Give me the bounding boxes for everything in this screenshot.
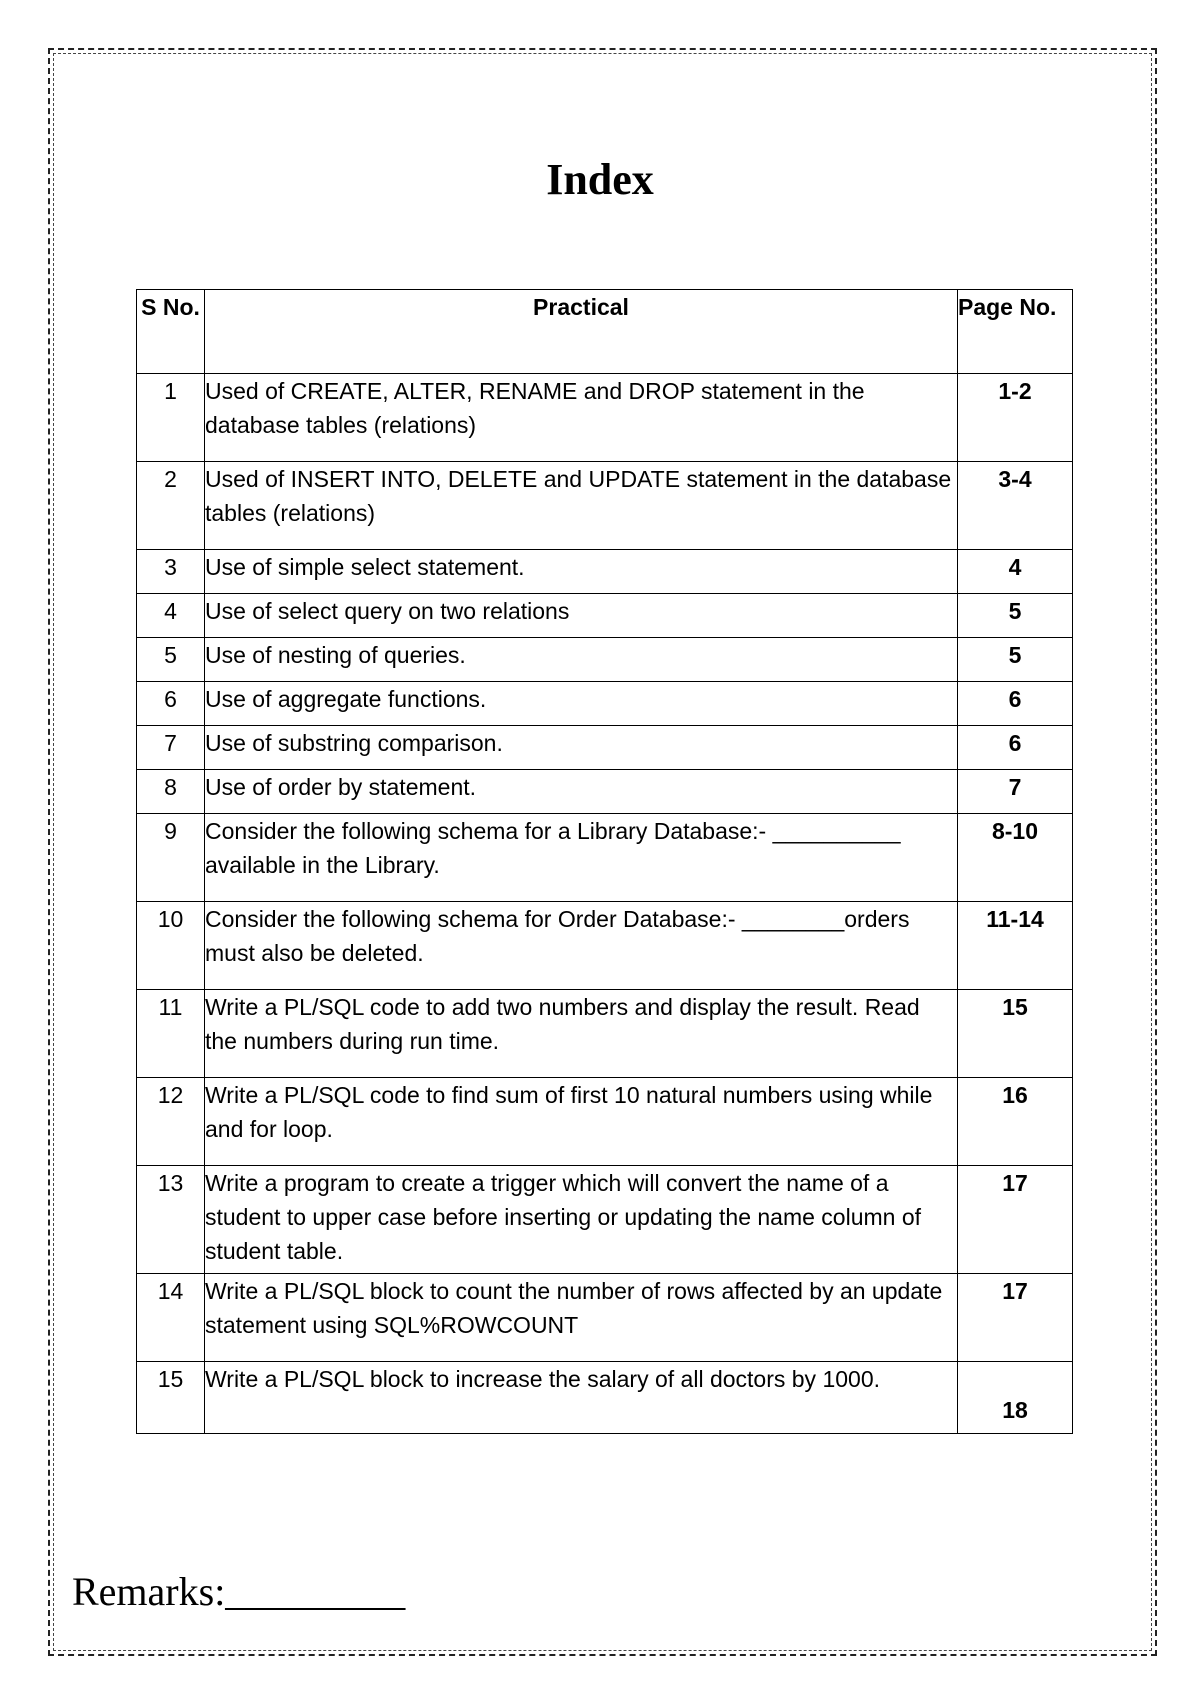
table-row [137, 814, 1073, 902]
row-practical: Use of simple select statement. [205, 550, 958, 594]
table-row [137, 638, 1073, 682]
row-practical: Use of substring comparison. [205, 726, 958, 770]
row-number: 1 [137, 374, 205, 462]
row-number: 4 [137, 594, 205, 638]
table-row [137, 682, 1073, 726]
row-practical: Consider the following schema for a Library Database:- __________ available in the Library. [205, 814, 958, 902]
table-row [137, 990, 1073, 1078]
row-page: 4 [958, 550, 1073, 594]
table-row [137, 902, 1073, 990]
row-page: 17 [958, 1274, 1073, 1362]
header-page: Page No. [958, 290, 1073, 374]
row-number: 11 [137, 990, 205, 1078]
row-number: 12 [137, 1078, 205, 1166]
row-number: 6 [137, 682, 205, 726]
row-number: 7 [137, 726, 205, 770]
row-practical: Write a PL/SQL code to find sum of first 10 natural numbers using while and for loop. [205, 1078, 958, 1166]
row-practical: Used of INSERT INTO, DELETE and UPDATE statement in the database tables (relations) [205, 462, 958, 550]
table-row [137, 1078, 1073, 1166]
table-row [137, 550, 1073, 594]
header-sno: S No. [137, 290, 205, 374]
table-row [137, 1362, 1073, 1434]
header-practical: Practical [205, 290, 958, 374]
row-number: 3 [137, 550, 205, 594]
row-practical: Write a PL/SQL code to add two numbers and display the result. Read the numbers during run time. [205, 990, 958, 1078]
row-page: 8-10 [958, 814, 1073, 902]
index-table [136, 289, 1073, 1434]
row-page: 18 [958, 1362, 1073, 1434]
row-number: 5 [137, 638, 205, 682]
row-practical: Used of CREATE, ALTER, RENAME and DROP statement in the database tables (relations) [205, 374, 958, 462]
row-practical: Write a PL/SQL block to increase the salary of all doctors by 1000. [205, 1362, 958, 1434]
header-row [137, 290, 1073, 374]
row-page: 3-4 [958, 462, 1073, 550]
table-row [137, 1274, 1073, 1362]
row-number: 9 [137, 814, 205, 902]
remarks-field: Remarks:_________ [72, 1569, 406, 1614]
row-practical: Consider the following schema for Order Database:- ________orders must also be deleted. [205, 902, 958, 990]
row-page: 6 [958, 682, 1073, 726]
row-practical: Use of select query on two relations [205, 594, 958, 638]
row-page: 5 [958, 594, 1073, 638]
table-row [137, 462, 1073, 550]
row-number: 14 [137, 1274, 205, 1362]
page-title: Index [546, 155, 654, 204]
row-page: 6 [958, 726, 1073, 770]
row-practical: Use of aggregate functions. [205, 682, 958, 726]
row-number: 8 [137, 770, 205, 814]
row-practical: Write a PL/SQL block to count the number of rows affected by an update statement using SQL%ROWCOUNT [205, 1274, 958, 1362]
row-number: 13 [137, 1166, 205, 1274]
row-number: 10 [137, 902, 205, 990]
row-number: 2 [137, 462, 205, 550]
table-row [137, 726, 1073, 770]
row-page: 15 [958, 990, 1073, 1078]
table-row [137, 1166, 1073, 1274]
table-row [137, 594, 1073, 638]
row-page: 5 [958, 638, 1073, 682]
row-number: 15 [137, 1362, 205, 1434]
row-practical: Use of nesting of queries. [205, 638, 958, 682]
row-page: 11-14 [958, 902, 1073, 990]
row-page: 1-2 [958, 374, 1073, 462]
row-page: 17 [958, 1166, 1073, 1274]
row-page: 7 [958, 770, 1073, 814]
row-practical: Use of order by statement. [205, 770, 958, 814]
row-page: 16 [958, 1078, 1073, 1166]
row-practical: Write a program to create a trigger which will convert the name of a student to upper case before inserting or updating the name column of student table. [205, 1166, 958, 1274]
table-row [137, 770, 1073, 814]
table-row [137, 374, 1073, 462]
